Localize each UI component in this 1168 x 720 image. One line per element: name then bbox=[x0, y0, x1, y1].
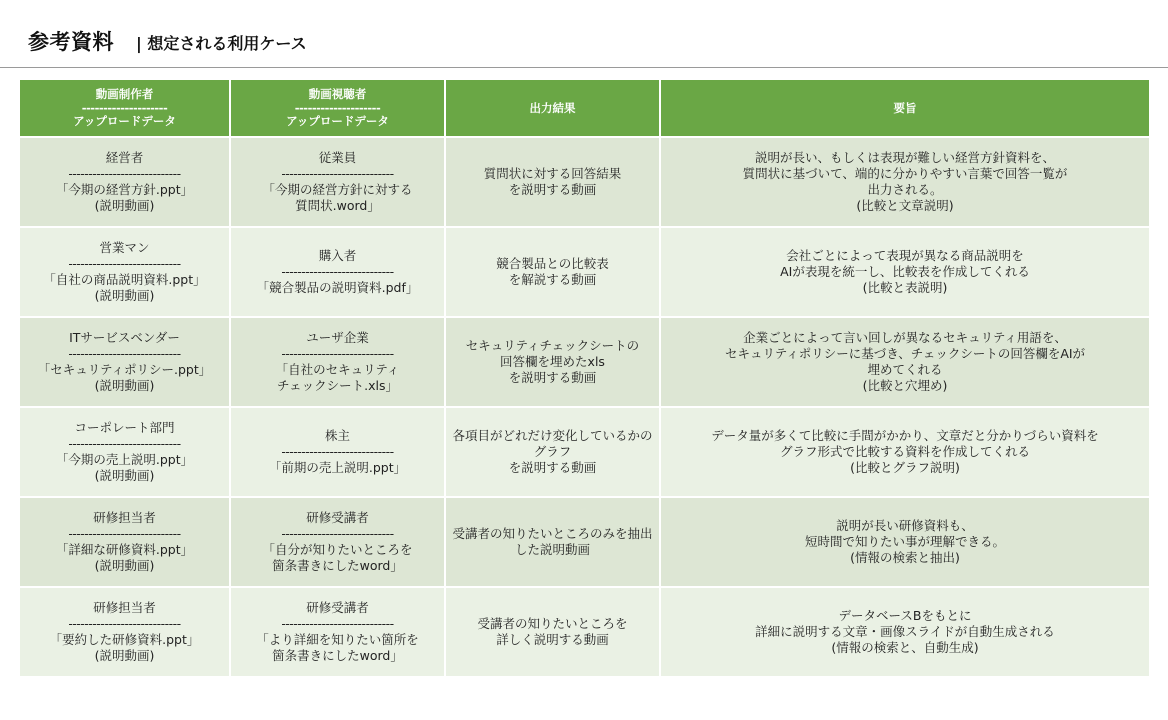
summary-cell bbox=[660, 407, 1150, 497]
output-line: 詳しく説明する動画 bbox=[496, 632, 609, 647]
use-case-table bbox=[18, 78, 1151, 678]
viewer-role: 研修受講者 bbox=[306, 510, 369, 525]
summary-line: グラフ形式で比較する資料を作成してくれる bbox=[779, 444, 1030, 459]
viewer-file-line: 「今期の経営方針に対する bbox=[262, 182, 413, 197]
viewer-role: 購入者 bbox=[318, 248, 357, 263]
creator-cell bbox=[19, 227, 230, 317]
creator-role: 営業マン bbox=[99, 240, 150, 255]
creator-divider: ---------------------------- bbox=[68, 346, 181, 361]
output-line: グラフ bbox=[533, 444, 572, 459]
header-divider bbox=[0, 67, 1168, 68]
summary-cell bbox=[660, 137, 1150, 227]
output-line: 受講者の知りたいところのみを抽出 bbox=[452, 526, 653, 541]
creator-cell bbox=[19, 497, 230, 587]
output-line: した説明動画 bbox=[514, 542, 590, 557]
viewer-role: 株主 bbox=[324, 428, 350, 443]
viewer-file-line: 「競合製品の説明資料.pdf」 bbox=[256, 280, 419, 295]
creator-file: 「自社の商品説明資料.ppt」 bbox=[43, 272, 206, 287]
output-cell bbox=[445, 497, 660, 587]
header-creator: 動画制作者 -------------------- アップロードデータ bbox=[19, 79, 230, 137]
creator-cell bbox=[19, 587, 230, 677]
summary-line: 説明が長い、もしくは表現が難しい経営方針資料を、 bbox=[754, 150, 1055, 165]
output-cell bbox=[445, 407, 660, 497]
creator-divider: ---------------------------- bbox=[68, 436, 181, 451]
output-line: を説明する動画 bbox=[508, 370, 597, 385]
viewer-role: 研修受講者 bbox=[306, 600, 369, 615]
summary-cell bbox=[660, 587, 1150, 677]
summary-line: (比較と穴埋め) bbox=[862, 378, 948, 393]
viewer-divider: ---------------------------- bbox=[281, 346, 394, 361]
creator-file: 「要約した研修資料.ppt」 bbox=[49, 632, 200, 647]
creator-divider: ---------------------------- bbox=[68, 166, 181, 181]
viewer-cell bbox=[230, 587, 445, 677]
creator-file: 「詳細な研修資料.ppt」 bbox=[55, 542, 194, 557]
viewer-divider: ---------------------------- bbox=[281, 616, 394, 631]
summary-line: AIが表現を統一し、比較表を作成してくれる bbox=[780, 264, 1030, 279]
table-row bbox=[19, 317, 1150, 407]
output-cell bbox=[445, 317, 660, 407]
viewer-divider: ---------------------------- bbox=[281, 444, 394, 459]
output-line: セキュリティチェックシートの bbox=[465, 338, 640, 353]
output-line: 競合製品との比較表 bbox=[496, 256, 609, 271]
viewer-file-line: チェックシート.xls」 bbox=[277, 378, 398, 393]
viewer-divider: ---------------------------- bbox=[281, 526, 394, 541]
summary-line: セキュリティポリシーに基づき、チェックシートの回答欄をAIが bbox=[724, 346, 1086, 361]
viewer-file-line: 「より詳細を知りたい箇所を bbox=[256, 632, 419, 647]
creator-role: 研修担当者 bbox=[93, 510, 156, 525]
viewer-file-line: 「前期の売上説明.ppt」 bbox=[268, 460, 407, 475]
header-output: 出力結果 bbox=[445, 79, 660, 137]
viewer-divider: ---------------------------- bbox=[281, 166, 394, 181]
creator-role: 研修担当者 bbox=[93, 600, 156, 615]
header-viewer: 動画視聴者 -------------------- アップロードデータ bbox=[230, 79, 445, 137]
creator-note: (説明動画) bbox=[94, 198, 155, 213]
summary-line: 詳細に説明する文章・画像スライドが自動生成される bbox=[755, 624, 1055, 639]
summary-cell bbox=[660, 497, 1150, 587]
summary-line: (情報の検索と、自動生成) bbox=[831, 640, 979, 655]
summary-cell bbox=[660, 317, 1150, 407]
viewer-file-line: 「自社のセキュリティ bbox=[275, 362, 400, 377]
creator-note: (説明動画) bbox=[94, 468, 155, 483]
output-line: 受講者の知りたいところを bbox=[477, 616, 628, 631]
summary-cell bbox=[660, 227, 1150, 317]
output-cell bbox=[445, 587, 660, 677]
output-line: 各項目がどれだけ変化しているかの bbox=[452, 428, 653, 443]
creator-divider: ---------------------------- bbox=[68, 256, 181, 271]
viewer-divider: ---------------------------- bbox=[281, 264, 394, 279]
viewer-cell bbox=[230, 317, 445, 407]
viewer-role: ユーザ企業 bbox=[306, 330, 369, 345]
creator-divider: ---------------------------- bbox=[68, 616, 181, 631]
creator-note: (説明動画) bbox=[94, 378, 155, 393]
viewer-cell bbox=[230, 227, 445, 317]
page-header bbox=[28, 26, 307, 56]
summary-line: データベースBをもとに bbox=[838, 608, 972, 623]
viewer-file-line: 「自分が知りたいところを bbox=[262, 542, 413, 557]
page-subtitle: | 想定される利用ケース bbox=[136, 34, 307, 53]
creator-file: 「今期の売上説明.ppt」 bbox=[55, 452, 194, 467]
creator-divider: ---------------------------- bbox=[68, 526, 181, 541]
summary-line: 短時間で知りたい事が理解できる。 bbox=[804, 534, 1005, 549]
summary-line: 企業ごとによって言い回しが異なるセキュリティ用語を、 bbox=[743, 330, 1067, 345]
viewer-file-line: 箇条書きにしたword」 bbox=[272, 648, 403, 663]
creator-role: ITサービスベンダー bbox=[69, 330, 180, 345]
viewer-file-line: 質問状.word」 bbox=[295, 198, 380, 213]
viewer-cell bbox=[230, 137, 445, 227]
output-line: 質問状に対する回答結果 bbox=[483, 166, 622, 181]
summary-line: 質問状に基づいて、端的に分かりやすい言葉で回答一覧が bbox=[742, 166, 1068, 181]
summary-line: 出力される。 bbox=[867, 182, 943, 197]
table-header-row bbox=[19, 79, 1150, 137]
creator-note: (説明動画) bbox=[94, 288, 155, 303]
creator-note: (説明動画) bbox=[94, 558, 155, 573]
viewer-file-line: 箇条書きにしたword」 bbox=[272, 558, 403, 573]
output-line: を説明する動画 bbox=[508, 460, 597, 475]
output-cell bbox=[445, 137, 660, 227]
table-row bbox=[19, 227, 1150, 317]
creator-role: コーポレート部門 bbox=[74, 420, 175, 435]
creator-file: 「セキュリティポリシー.ppt」 bbox=[37, 362, 212, 377]
output-cell bbox=[445, 227, 660, 317]
creator-cell bbox=[19, 407, 230, 497]
output-line: を説明する動画 bbox=[508, 182, 597, 197]
summary-line: データ量が多くて比較に手間がかかり、文章だと分かりづらい資料を bbox=[711, 428, 1099, 443]
viewer-cell bbox=[230, 497, 445, 587]
table-body bbox=[19, 137, 1150, 677]
table-row bbox=[19, 587, 1150, 677]
summary-line: (情報の検索と抽出) bbox=[850, 550, 960, 565]
creator-cell bbox=[19, 317, 230, 407]
summary-line: (比較と表説明) bbox=[862, 280, 948, 295]
table-row bbox=[19, 497, 1150, 587]
creator-role: 経営者 bbox=[105, 150, 144, 165]
output-line: 回答欄を埋めたxls bbox=[500, 354, 605, 369]
table-row bbox=[19, 407, 1150, 497]
summary-line: (比較とグラフ説明) bbox=[850, 460, 960, 475]
summary-line: 埋めてくれる bbox=[867, 362, 943, 377]
summary-line: (比較と文章説明) bbox=[856, 198, 954, 213]
creator-note: (説明動画) bbox=[94, 648, 155, 663]
header-summary: 要旨 bbox=[660, 79, 1150, 137]
summary-line: 説明が長い研修資料も、 bbox=[836, 518, 974, 533]
viewer-role: 従業員 bbox=[318, 150, 357, 165]
creator-cell bbox=[19, 137, 230, 227]
viewer-cell bbox=[230, 407, 445, 497]
table-row bbox=[19, 137, 1150, 227]
page-title: 参考資料 bbox=[28, 30, 114, 54]
output-line: を解説する動画 bbox=[508, 272, 597, 287]
creator-file: 「今期の経営方針.ppt」 bbox=[55, 182, 194, 197]
summary-line: 会社ごとによって表現が異なる商品説明を bbox=[786, 248, 1024, 263]
